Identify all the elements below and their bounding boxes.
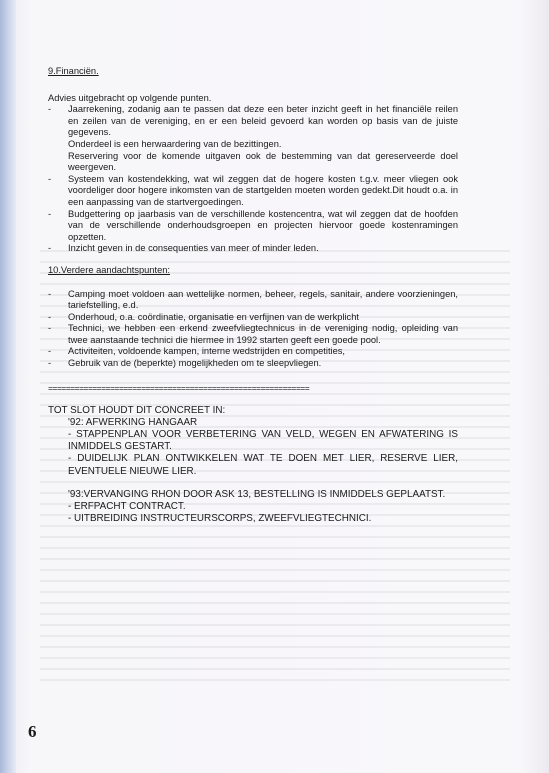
list-item: - Inzicht geven in de consequenties van meer of minder leden. — [48, 243, 458, 255]
list-item: - Technici, we hebben een erkend zweefvliegtechnicus in de vereniging nodig, opleiding van twee aanstaande technici die hiermee in 1992 starten geeft een goede pool. — [48, 323, 458, 346]
plan-line: - DUIDELIJK PLAN ONTWIKKELEN WAT TE DOEN MET LIER, RESERVE LIER, EVENTUELE NIEUWE LIER. — [68, 453, 458, 477]
section-heading-financien: 9.Financiën. — [48, 66, 99, 76]
list-item: Reservering voor de komende uitgaven ook de bestemming van dat gereserveerde doel weergeven. — [68, 150, 458, 173]
list-item: - Activiteiten, voldoende kampen, interne wedstrijden en competities, — [48, 346, 458, 358]
page-number: 6 — [28, 722, 37, 741]
separator-line: =========================================================== — [48, 383, 310, 394]
aandachtspunten-list — [48, 289, 458, 370]
list-item: - Onderhoud, o.a. coördinatie, organisatie en verfijnen van de werkplicht — [48, 312, 458, 324]
plan-line: - STAPPENPLAN VOOR VERBETERING VAN VELD, WEGEN EN AFWATERING IS INMIDDELS GESTART. — [68, 429, 458, 453]
list-item: - Budgettering op jaarbasis van de verschillende kostencentra, wat wil zeggen dat de hoofden van de verschillende onderhoudsgroepen en projecten hiervoor goede kostenramingen opzetten. — [48, 209, 458, 244]
plan-line: - UITBREIDING INSTRUCTEURSCORPS, ZWEEFVLIEGTECHNICI. — [68, 513, 372, 525]
plan-line: '92: AFWERKING HANGAAR — [68, 416, 198, 428]
section-heading-aandachtspunten: 10.Verdere aandachtspunten: — [48, 264, 170, 275]
list-item: - Gebruik van de (beperkte) mogelijkheden om te sleepvliegen. — [48, 358, 458, 370]
list-item: - Jaarrekening, zodanig aan te passen dat deze een beter inzicht geeft in het financiële reilen en zeilen van de vereniging, en er een beleid gevoerd kan worden op basis van de juiste gegevens. — [48, 104, 458, 139]
financien-list — [48, 104, 458, 255]
list-item: - Camping moet voldoen aan wettelijke normen, beheer, regels, sanitair, andere voorzieningen, tariefstelling, e.d. — [48, 289, 458, 312]
financien-intro: Advies uitgebracht op volgende punten. — [48, 92, 212, 103]
tot-slot-block — [48, 405, 458, 526]
plan-line: '93:VERVANGING RHON DOOR ASK 13, BESTELLING IS INMIDDELS GEPLAATST. — [68, 488, 446, 500]
tot-slot-heading: TOT SLOT HOUDT DIT CONCREET IN: — [48, 404, 226, 416]
list-item: Onderdeel is een herwaardering van de bezittingen. — [68, 138, 282, 149]
plan-line: - ERFPACHT CONTRACT. — [68, 501, 186, 513]
list-item: - Systeem van kostendekking, wat wil zeggen dat de hogere kosten t.g.v. meer vliegen ook voordeliger door hogere inkomsten van de startgelden moeten worden gedekt.Dit houdt o.a. in een aanpassing van de startvergoedingen. — [48, 174, 458, 209]
page-content — [48, 66, 458, 525]
binding-edge — [0, 0, 16, 773]
